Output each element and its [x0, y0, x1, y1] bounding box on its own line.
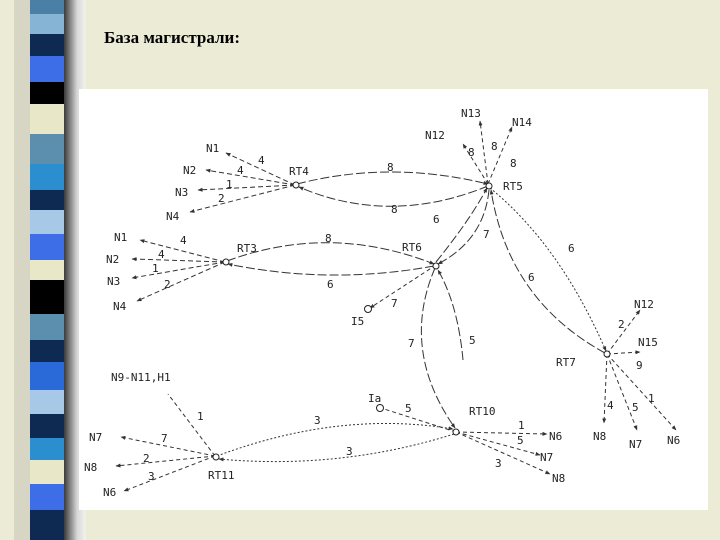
link-rt10-n7: [456, 432, 540, 455]
stripe-block: [30, 484, 64, 510]
router-rt4-node: [293, 182, 299, 188]
link-rt5-n14: [488, 127, 512, 184]
cost-label: 7: [391, 297, 398, 310]
net-label: N3: [107, 275, 121, 288]
net-label: N8: [84, 461, 98, 474]
host-ia-node: [377, 405, 384, 412]
cost-label: 4: [258, 154, 265, 167]
cost-label: 5: [517, 434, 524, 447]
link-rt3-rt6-lower: [228, 264, 434, 275]
router-rt6-node: [433, 263, 439, 269]
stripe-block: [30, 340, 64, 362]
cost-label: 2: [164, 278, 171, 291]
link-rt11-n9: [168, 394, 215, 456]
cost-label: 2: [218, 192, 225, 205]
stripe-shade: [14, 0, 30, 540]
net-label: N15: [638, 336, 658, 349]
cost-label: 5: [469, 334, 476, 347]
cost-label: 7: [483, 228, 490, 241]
cost-label: 4: [237, 164, 244, 177]
cost-label: 2: [618, 318, 625, 331]
cost-label: 5: [632, 401, 639, 414]
link-rt4-n4: [190, 185, 295, 212]
link-rt4-n3: [198, 185, 295, 190]
net-label: N2: [183, 164, 197, 177]
cost-label: 7: [161, 432, 168, 445]
cost-label: 6: [568, 242, 575, 255]
router-rt11-node: [213, 454, 219, 460]
decorative-stripe: [0, 0, 86, 540]
link-rt11-n7: [121, 437, 215, 456]
net-label: N1: [206, 142, 220, 155]
link-rt7-n7: [607, 354, 637, 430]
link-rt10-n8: [456, 432, 550, 474]
cost-label: 1: [226, 178, 233, 191]
cost-label: 3: [346, 445, 353, 458]
link-rt7-n8: [604, 354, 607, 423]
cost-label: 3: [495, 457, 502, 470]
stripe-block: [30, 280, 64, 314]
host-ia-label: Ia: [368, 392, 382, 405]
link-rt6-i5: [370, 265, 436, 308]
router-rt10-label: RT10: [469, 405, 496, 418]
stripe-block: [30, 190, 64, 210]
cost-label: 2: [143, 452, 150, 465]
cost-label: 8: [468, 146, 475, 159]
stripe-block: [30, 390, 64, 414]
stripe-block: [30, 510, 64, 540]
router-rt7-node: [604, 351, 610, 357]
cost-label: 4: [607, 399, 614, 412]
stripe-block: [30, 164, 64, 190]
link-rt3-n2: [132, 259, 225, 262]
stripe-block: [30, 438, 64, 460]
net-label: N1: [114, 231, 128, 244]
net-label: N7: [89, 431, 103, 444]
net-label: N6: [667, 434, 681, 447]
net-label: N8: [593, 430, 607, 443]
link-rt6-rt10-a: [421, 268, 455, 428]
cost-label: 9: [636, 359, 643, 372]
stripe-block: [30, 234, 64, 260]
cost-label: 6: [528, 271, 535, 284]
stripe-block: [30, 460, 64, 484]
stripe-block: [30, 414, 64, 438]
router-rt10-node: [453, 429, 459, 435]
diagram-panel: [79, 89, 708, 510]
net-label: N4: [166, 210, 180, 223]
net-label: N3: [175, 186, 189, 199]
net-label: N13: [461, 107, 481, 120]
router-rt7-label: RT7: [556, 356, 576, 369]
link-rt4-n2: [206, 170, 295, 185]
cost-label: 4: [180, 234, 187, 247]
cost-label: 8: [387, 161, 394, 174]
cost-label: 6: [327, 278, 334, 291]
cost-label: 5: [405, 402, 412, 415]
link-rt10-n6: [456, 432, 547, 434]
page-title: База магистрали:: [104, 28, 240, 47]
stripe-block: [30, 34, 64, 56]
stripe-block: [30, 0, 64, 14]
stripe-block: [30, 82, 64, 104]
link-rt11-n8: [116, 456, 215, 466]
link-rt6-rt5-b: [438, 190, 489, 264]
link-rt3-n3: [132, 262, 225, 278]
net-label: N8: [552, 472, 566, 485]
link-rt6-rt10-b: [438, 270, 463, 360]
host-i5-label: I5: [351, 315, 365, 328]
cost-label: 8: [491, 140, 498, 153]
stripe-block: [30, 260, 64, 280]
link-rt5-rt7-b: [491, 190, 605, 353]
router-rt4-label: RT4: [289, 165, 309, 178]
cost-label: 1: [648, 392, 655, 405]
net-label: N12: [425, 129, 445, 142]
net-label: N7: [629, 438, 643, 451]
stripe-block: [30, 314, 64, 340]
router-rt5-node: [486, 183, 492, 189]
stripe-block: [30, 210, 64, 234]
net-label: N9-N11,H1: [111, 371, 171, 384]
cost-label: 4: [158, 248, 165, 261]
link-rt11-n6: [124, 456, 215, 491]
router-rt6-label: RT6: [402, 241, 422, 254]
link-rt5-n12: [463, 144, 488, 184]
cost-label: 3: [148, 470, 155, 483]
stripe-block: [30, 134, 64, 164]
net-label: N6: [103, 486, 117, 499]
link-rt10-rt11-upper: [217, 423, 453, 456]
cost-label: 8: [325, 232, 332, 245]
net-label: N2: [106, 253, 120, 266]
net-label: N12: [634, 298, 654, 311]
cost-label: 8: [510, 157, 517, 170]
link-rt7-n15: [607, 352, 640, 354]
router-rt11-label: RT11: [208, 469, 235, 482]
link-rt10-rt11-lower: [219, 434, 454, 462]
router-rt3-label: RT3: [237, 242, 257, 255]
stripe-block: [30, 56, 64, 82]
stripe-block: [30, 362, 64, 390]
host-i5-node: [365, 306, 372, 313]
stripe-block: [30, 104, 64, 134]
net-label: N4: [113, 300, 127, 313]
stripe-block: [30, 14, 64, 34]
link-rt5-n13: [480, 121, 488, 184]
cost-label: 8: [391, 203, 398, 216]
router-rt3-node: [223, 259, 229, 265]
network-diagram: [79, 89, 708, 510]
link-rt3-n4: [137, 262, 225, 301]
net-label: N14: [512, 116, 532, 129]
cost-label: 1: [518, 419, 525, 432]
router-rt5-label: RT5: [503, 180, 523, 193]
cost-label: 3: [314, 414, 321, 427]
net-label: N6: [549, 430, 563, 443]
cost-label: 7: [408, 337, 415, 350]
cost-label: 1: [152, 262, 159, 275]
cost-label: 1: [197, 410, 204, 423]
link-rt5-rt7-a: [490, 188, 606, 351]
cost-label: 6: [433, 213, 440, 226]
link-rt7-n12: [607, 310, 640, 354]
net-label: N7: [540, 451, 554, 464]
